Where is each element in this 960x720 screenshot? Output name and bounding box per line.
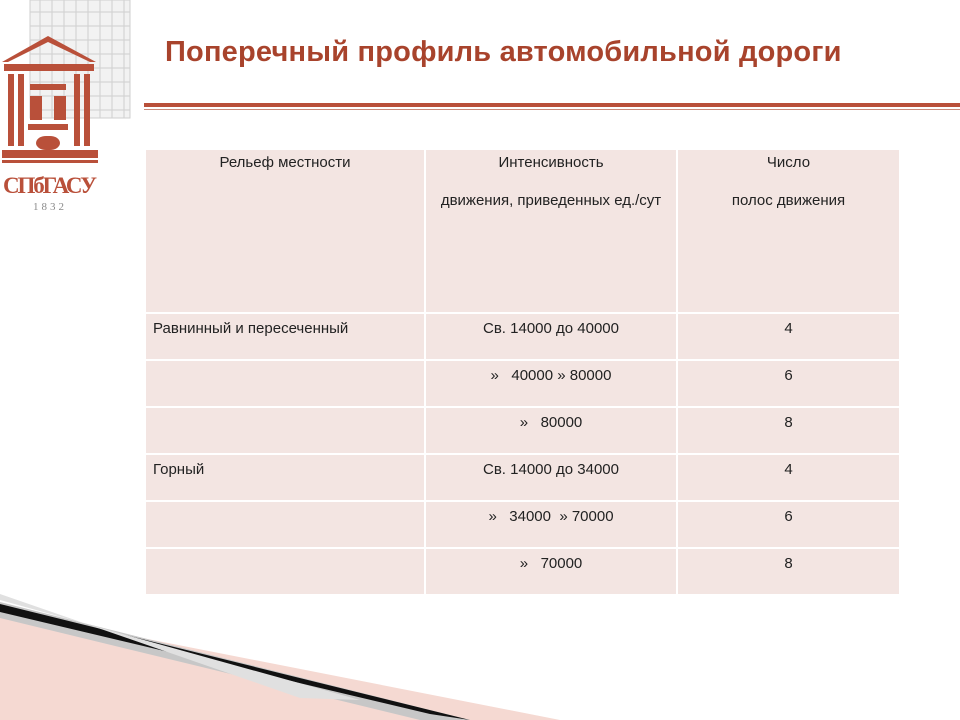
cell-lanes: 8 bbox=[677, 407, 900, 454]
table-row bbox=[145, 313, 900, 360]
table-row bbox=[145, 548, 900, 595]
cell-relief: Горный bbox=[145, 454, 425, 501]
cell-lanes: 8 bbox=[677, 548, 900, 595]
cell-intensity: Св. 14000 до 40000 bbox=[425, 313, 677, 360]
header-cell-relief: Рельеф местности bbox=[145, 149, 425, 313]
cell-relief bbox=[145, 360, 425, 407]
cell-lanes: 4 bbox=[677, 313, 900, 360]
cell-relief bbox=[145, 548, 425, 595]
header-cell-intensity: Интенсивность движения, приведенных ед./сут bbox=[425, 149, 677, 313]
cell-relief bbox=[145, 407, 425, 454]
table-row bbox=[145, 454, 900, 501]
decorative-swoosh bbox=[0, 590, 960, 720]
table-row bbox=[145, 360, 900, 407]
header-cell-lanes: Число полос движения bbox=[677, 149, 900, 313]
cell-intensity: Св. 14000 до 34000 bbox=[425, 454, 677, 501]
cell-relief: Равнинный и пересеченный bbox=[145, 313, 425, 360]
cell-lanes: 6 bbox=[677, 360, 900, 407]
page-title: Поперечный профиль автомобильной дороги bbox=[165, 36, 842, 68]
cell-intensity: » 40000 » 80000 bbox=[425, 360, 677, 407]
table-row bbox=[145, 501, 900, 548]
cell-lanes: 6 bbox=[677, 501, 900, 548]
cell-intensity: » 70000 bbox=[425, 548, 677, 595]
table-row bbox=[145, 407, 900, 454]
logo-year: 1832 bbox=[33, 201, 67, 213]
cell-intensity: » 80000 bbox=[425, 407, 677, 454]
table-header-row bbox=[145, 149, 900, 313]
road-profile-table bbox=[144, 148, 901, 596]
logo-text: СПбГАСУ bbox=[3, 173, 97, 198]
cell-intensity: » 34000 » 70000 bbox=[425, 501, 677, 548]
title-divider bbox=[144, 103, 960, 107]
cell-relief bbox=[145, 501, 425, 548]
title-divider-thin bbox=[144, 109, 960, 110]
university-logo bbox=[0, 0, 135, 215]
cell-lanes: 4 bbox=[677, 454, 900, 501]
